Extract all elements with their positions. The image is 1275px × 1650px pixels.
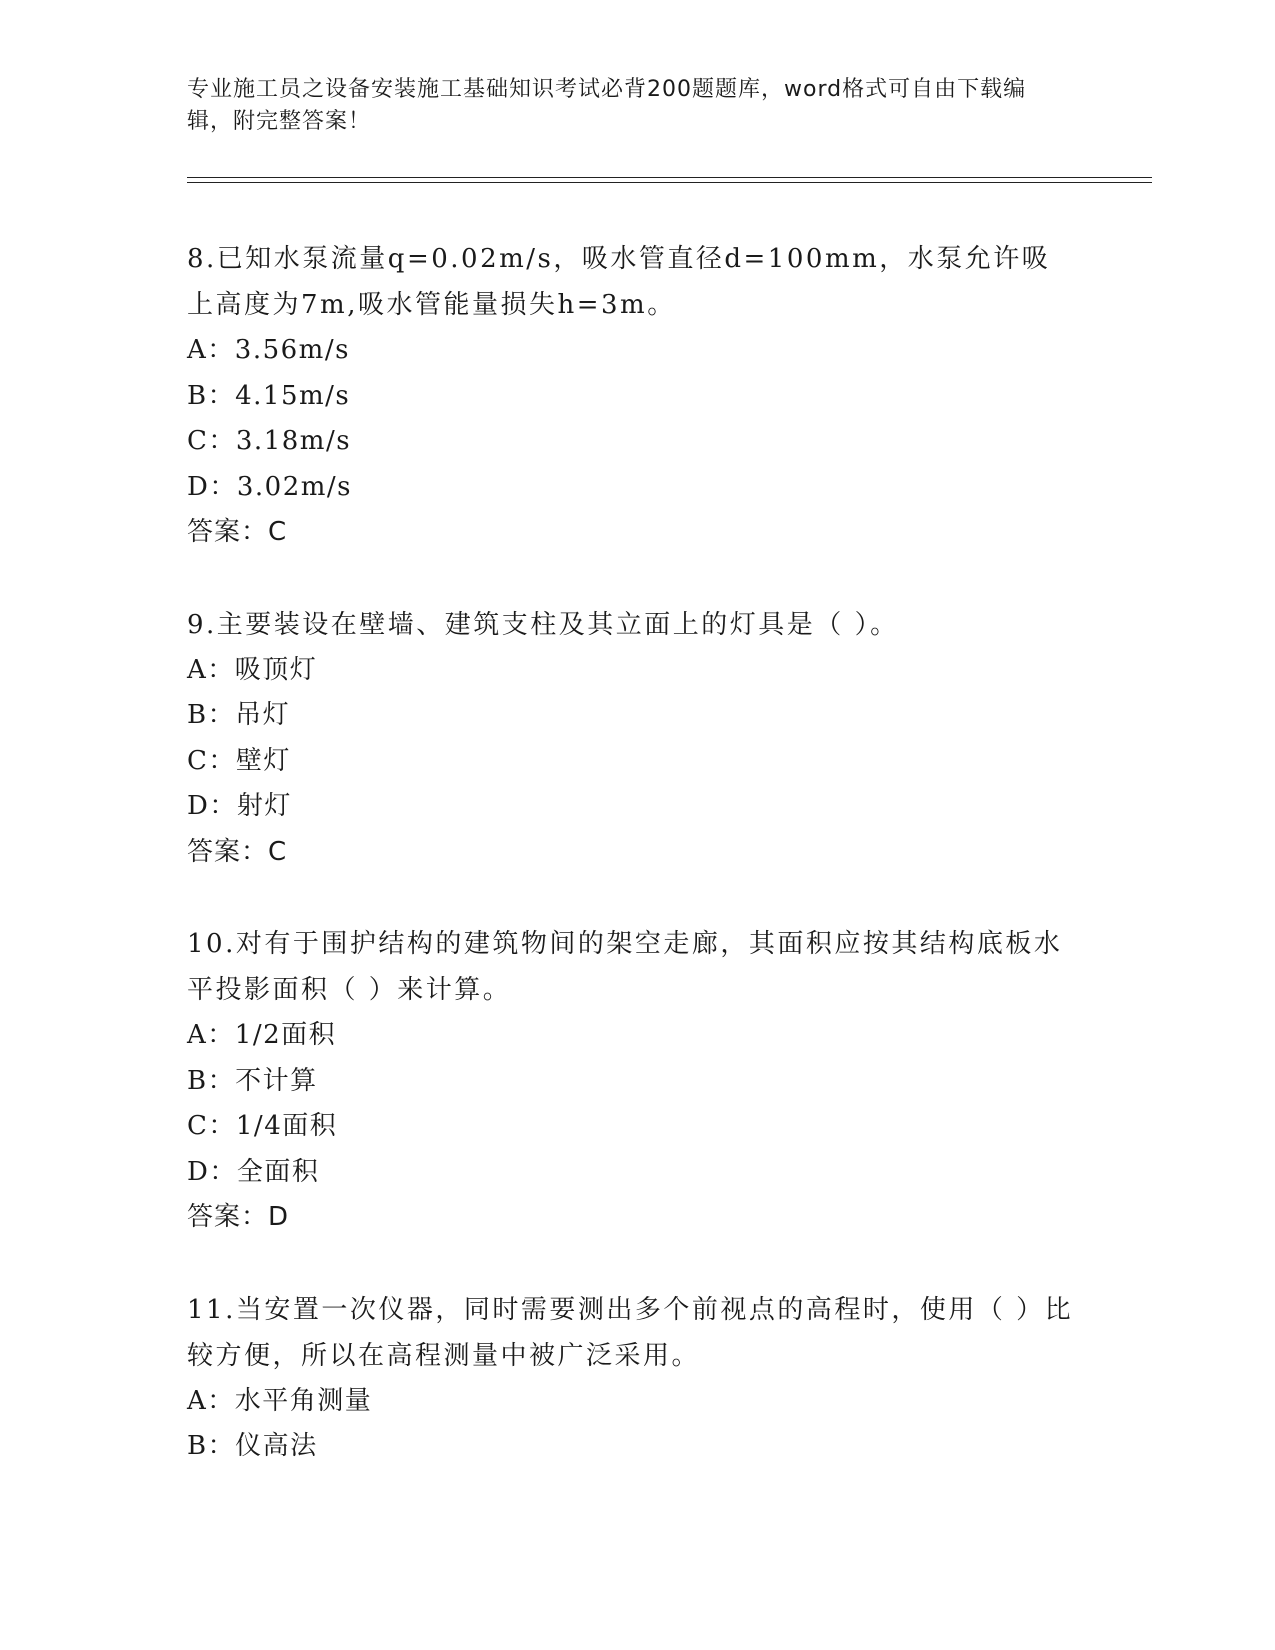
option-d: D：全面积 (187, 1156, 320, 1187)
option-c: C：壁灯 (187, 745, 291, 776)
option-b: B：不计算 (187, 1065, 318, 1096)
question-text: 11.当安置一次仪器，同时需要测出多个前视点的高程时，使用（ ）比较方便，所以在高程测量中被广泛采用。 (187, 1294, 1074, 1371)
option-b: B：仪高法 (187, 1431, 318, 1461)
answer-label: 答案：C (187, 836, 288, 867)
question-10 (187, 921, 1077, 1241)
question-11 (187, 1287, 1077, 1470)
option-a: A：水平角测量 (187, 1385, 373, 1416)
document-header: 专业施工员之设备安装施工基础知识考试必背200题题库，word格式可自由下载编辑，附完整答案！ (187, 77, 1027, 134)
option-a: A：3.56m/s (187, 335, 350, 365)
question-text: 10.对有于围护结构的建筑物间的架空走廊，其面积应按其结构底板水平投影面积（ ）来计算。 (187, 929, 1063, 1005)
option-b: B：吊灯 (187, 700, 291, 730)
header-divider-bottom (187, 182, 1152, 183)
header-divider-top (187, 177, 1152, 178)
option-c: C：3.18m/s (187, 426, 352, 456)
option-a: A：1/2面积 (187, 1020, 337, 1050)
question-text: 8.已知水泵流量q=0.02m/s，吸水管直径d=100mm，水泵允许吸上高度为7m,吸水管能量损失h=3m。 (187, 244, 1051, 320)
question-list (187, 236, 1077, 1516)
answer-label: 答案：D (187, 1202, 290, 1232)
option-b: B：4.15m/s (187, 380, 351, 411)
option-a: A：吸顶灯 (187, 654, 318, 685)
option-d: D：射灯 (187, 791, 292, 821)
question-8 (187, 236, 1077, 556)
option-c: C：1/4面积 (187, 1111, 338, 1141)
answer-label: 答案：C (187, 517, 288, 547)
option-d: D：3.02m/s (187, 471, 352, 502)
question-text: 9.主要装设在壁墙、建筑支柱及其立面上的灯具是（ ）。 (187, 609, 899, 640)
question-9 (187, 602, 1077, 876)
